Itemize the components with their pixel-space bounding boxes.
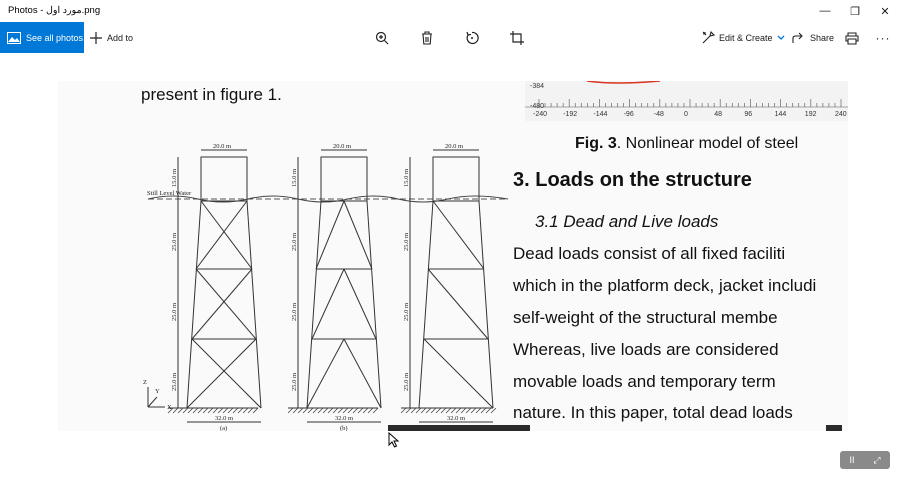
ground-hatch: [466, 408, 471, 413]
ground-hatch: [426, 408, 431, 413]
paragraph-line: nature. In this paper, total dead loads: [513, 403, 793, 422]
still-water-label: Still Level Water: [147, 190, 192, 197]
top-dimension-a: 20.0 m: [213, 143, 232, 150]
zoom-button[interactable]: [372, 28, 392, 48]
see-all-photos-label: See all photos: [26, 32, 84, 43]
ground-hatch: [436, 408, 441, 413]
delete-icon: [421, 31, 433, 45]
base-dimension-a: 32.0 m: [215, 415, 234, 422]
ground-hatch: [333, 408, 338, 413]
panel-label-a: (a): [220, 425, 228, 431]
ground-hatch: [486, 408, 491, 413]
paragraph-line: self-weight of the structural membe: [513, 308, 778, 327]
edit-create-icon: [702, 31, 715, 44]
figure-3-caption: [575, 135, 798, 153]
segment-label-c-1: 25.0 m: [403, 232, 410, 251]
ground-hatch: [238, 408, 243, 413]
crop-icon: [510, 31, 524, 45]
share-button[interactable]: [792, 22, 834, 53]
segment-label-b-1: 25.0 m: [291, 232, 298, 251]
ground-hatch: [373, 408, 378, 413]
ground-hatch: [343, 408, 348, 413]
axis-label-y-top: -384: [530, 83, 545, 90]
ground-hatch: [303, 408, 308, 413]
segment-label-top-a: 15.0 m: [171, 168, 178, 187]
axis-tick-label: 0: [684, 111, 688, 118]
zoom-icon: [375, 31, 389, 45]
delete-button[interactable]: [417, 28, 437, 48]
ground-hatch: [363, 408, 368, 413]
segment-label-a-2: 25.0 m: [171, 302, 178, 321]
axis-tick-label: 144: [774, 111, 787, 118]
ground-hatch: [451, 408, 456, 413]
ground-hatch: [446, 408, 451, 413]
figure-3-label: Fig. 3: [575, 135, 617, 152]
ground-hatch: [203, 408, 208, 413]
ground-hatch: [288, 408, 293, 413]
ground-hatch: [198, 408, 203, 413]
minimize-button[interactable]: —: [819, 5, 831, 17]
mouse-cursor-icon: [388, 432, 400, 448]
segment-label-a-3: 25.0 m: [171, 372, 178, 391]
ground-hatch: [338, 408, 343, 413]
ground-hatch: [323, 408, 328, 413]
axis-tick-label: 96: [744, 111, 753, 118]
ground-hatch: [228, 408, 233, 413]
photos-icon: [7, 32, 21, 44]
share-icon: [792, 32, 805, 44]
edit-create-label: Edit & Create: [719, 32, 773, 43]
ground-hatch: [411, 408, 416, 413]
ground-hatch: [213, 408, 218, 413]
ground-hatch: [441, 408, 446, 413]
crop-button[interactable]: [507, 28, 527, 48]
ground-hatch: [178, 408, 183, 413]
rotate-icon: [465, 31, 479, 45]
ground-hatch: [456, 408, 461, 413]
panel-label-b: (b): [340, 425, 348, 431]
horizontal-scrollbar-end[interactable]: [826, 425, 842, 431]
photo-image: [58, 81, 848, 431]
jacket-platform-figure: [143, 139, 513, 431]
ground-hatch: [313, 408, 318, 413]
segment-label-c-2: 25.0 m: [403, 302, 410, 321]
base-dimension-b: 32.0 m: [335, 415, 354, 422]
ground-hatch: [243, 408, 248, 413]
axis-tick-label: -48: [653, 111, 664, 118]
ground-hatch: [308, 408, 313, 413]
ground-hatch: [401, 408, 406, 413]
paragraph-line: Whereas, live loads are considered: [513, 340, 779, 359]
ground-hatch: [188, 408, 193, 413]
ground-hatch: [476, 408, 481, 413]
segment-label-a-1: 25.0 m: [171, 232, 178, 251]
maximize-button[interactable]: ❐: [850, 5, 860, 18]
ground-hatch: [421, 408, 426, 413]
share-label: Share: [810, 32, 835, 43]
print-button[interactable]: [842, 28, 862, 48]
section-3-heading: 3. Loads on the structure: [513, 169, 752, 191]
ground-hatch: [358, 408, 363, 413]
ground-hatch: [431, 408, 436, 413]
segment-label-b-2: 25.0 m: [291, 302, 298, 321]
ground-hatch: [491, 408, 496, 413]
toolbar: [0, 22, 900, 53]
segment-label-c-3: 25.0 m: [403, 372, 410, 391]
photo-viewer: [0, 53, 900, 480]
add-to-button[interactable]: [90, 22, 133, 53]
ground-hatch: [461, 408, 466, 413]
top-dimension-b: 20.0 m: [333, 143, 352, 150]
axis-tick-label: -192: [563, 111, 578, 118]
axis-tick-label: -240: [533, 111, 548, 118]
ground-hatch: [298, 408, 303, 413]
base-dimension-c: 32.0 m: [447, 415, 466, 422]
rotate-button[interactable]: [462, 28, 482, 48]
top-dimension-c: 20.0 m: [445, 143, 464, 150]
segment-label-b-3: 25.0 m: [291, 372, 298, 391]
title-bar: [0, 0, 900, 22]
ground-hatch: [318, 408, 323, 413]
ground-hatch: [348, 408, 353, 413]
chevron-down-icon: [777, 35, 785, 41]
axis-tick-label: -96: [623, 111, 634, 118]
ground-hatch: [406, 408, 411, 413]
more-button[interactable]: ···: [875, 31, 891, 45]
ground-hatch: [248, 408, 253, 413]
paragraph-line: movable loads and temporary term: [513, 372, 776, 391]
ground-hatch: [481, 408, 486, 413]
media-controls[interactable]: [840, 451, 890, 469]
ground-hatch: [223, 408, 228, 413]
axis-tick-label: 192: [804, 111, 817, 118]
stress-strain-axis: [525, 81, 848, 121]
horizontal-scrollbar-thumb[interactable]: [388, 425, 530, 431]
paragraph-line: which in the platform deck, jacket includi: [513, 276, 817, 295]
segment-label-top-c: 15.0 m: [403, 168, 410, 187]
present-text: present in figure 1.: [141, 85, 282, 104]
ground-hatch: [173, 408, 178, 413]
window-title: Photos - مورد اول.png: [8, 5, 101, 16]
ground-hatch: [208, 408, 213, 413]
axis-x: X: [167, 404, 172, 411]
ground-hatch: [293, 408, 298, 413]
add-to-label: Add to: [107, 32, 134, 43]
axis-z: Z: [143, 379, 147, 386]
paragraph-line: Dead loads consist of all fixed faciliti: [513, 244, 786, 263]
ground-hatch: [328, 408, 333, 413]
print-icon: [845, 32, 859, 45]
ground-hatch: [218, 408, 223, 413]
ground-hatch: [253, 408, 258, 413]
expand-icon[interactable]: ⤢: [873, 454, 881, 465]
ground-hatch: [193, 408, 198, 413]
axis-tick-label: 240: [835, 111, 847, 118]
see-all-photos-button[interactable]: [0, 22, 84, 53]
section-3-1-heading: 3.1 Dead and Live loads: [535, 212, 719, 231]
segment-label-top-b: 15.0 m: [291, 168, 298, 187]
close-button[interactable]: ✕: [880, 5, 890, 18]
axis-tick-label: 48: [714, 111, 722, 118]
axis-y: Y: [155, 388, 160, 395]
plus-icon: [90, 32, 102, 44]
ground-hatch: [353, 408, 358, 413]
ground-hatch: [471, 408, 476, 413]
ground-hatch: [368, 408, 373, 413]
ground-hatch: [233, 408, 238, 413]
pause-icon[interactable]: II: [849, 455, 855, 465]
edit-create-button[interactable]: [702, 22, 785, 53]
ground-hatch: [183, 408, 188, 413]
ground-hatch: [416, 408, 421, 413]
axis-label-y-bottom: -480: [530, 103, 545, 110]
axis-tick-label: -144: [593, 111, 608, 118]
figure-3-caption-text: . Nonlinear model of steel: [616, 135, 799, 152]
